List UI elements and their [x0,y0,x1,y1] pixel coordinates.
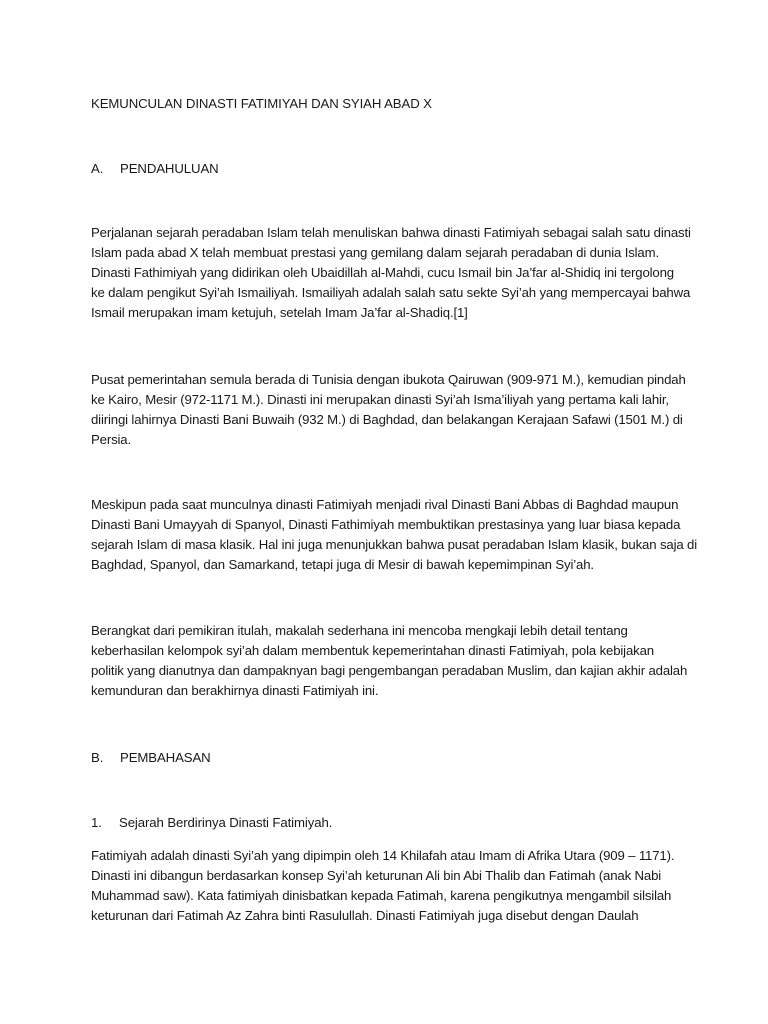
paragraph-line: Dinasti Fathimiyah yang didirikan oleh Ubaidillah al-Mahdi, cucu Ismail bin Ja’far al-Shidiq ini tergolong [91,265,674,280]
paragraph-line: sejarah Islam di masa klasik. Hal ini juga menunjukkan bahwa pusat peradaban Islam klasik, bukan saja di [91,537,698,552]
paragraph-line: kemunduran dan berakhirnya dinasti Fatimiyah ini. [91,683,379,698]
paragraph-line: politik yang dianutnya dan dampaknyan bagi pengembangan peradaban Muslim, dan kajian akhir adalah [91,663,688,678]
paragraph-line: Berangkat dari pemikiran itulah, makalah sederhana ini mencoba mengkaji lebih detail tentang [91,623,628,638]
paragraph-line: Pusat pemerintahan semula berada di Tunisia dengan ibukota Qairuwan (909-971 M.), kemudian pindah [91,372,686,387]
paragraph-intro-2 [91,370,686,450]
paragraph-line: Ismail merupakan imam ketujuh, setelah Imam Ja’far al-Shadiq.[1] [91,305,468,320]
paragraph-line: Perjalanan sejarah peradaban Islam telah menuliskan bahwa dinasti Fatimiyah sebagai salah satu dinasti [91,225,691,240]
paragraph-line: Dinasti Bani Umayyah di Spanyol, Dinasti Fathimiyah membuktikan prestasinya yang luar biasa kepada [91,517,681,532]
subsection-heading-1 [91,813,332,833]
paragraph-line: Persia. [91,432,131,447]
paragraph-line: ke Kairo, Mesir (972-1171 M.). Dinasti ini merupakan dinasti Syi’ah Isma’iliyah yang pertama kali lahir, [91,392,669,407]
section-heading-b [91,748,211,768]
paragraph-intro-1 [91,223,691,323]
paragraph-line: ke dalam pengikut Syi’ah Ismailiyah. Ismailiyah adalah salah satu sekte Syi’ah yang mempercayai bahwa [91,285,691,300]
paragraph-line: Meskipun pada saat munculnya dinasti Fatimiyah menjadi rival Dinasti Bani Abbas di Baghdad maupun [91,497,679,512]
paragraph-line: diiringi lahirnya Dinasti Bani Buwaih (932 M.) di Baghdad, dan belakangan Kerajaan Safawi (1501 M.) di [91,412,683,427]
subsection-number: 1. [91,815,102,830]
paragraph-line: Baghdad, Spanyol, dan Samarkand, tetapi juga di Mesir di bawah kepemimpinan Syi’ah. [91,557,594,572]
document-title: KEMUNCULAN DINASTI FATIMIYAH DAN SYIAH ABAD X [91,96,432,111]
section-title: PENDAHULUAN [120,161,219,176]
section-number: B. [91,750,104,765]
section-heading-a [91,159,219,179]
paragraph-line: keberhasilan kelompok syi’ah dalam membentuk kepemerintahan dinasti Fatimiyah, pola kebijakan [91,643,654,658]
paragraph-line: Fatimiyah adalah dinasti Syi’ah yang dipimpin oleh 14 Khilafah atau Imam di Afrika Utara (909 – 1171). [91,848,675,863]
section-title: PEMBAHASAN [120,750,211,765]
section-number: A. [91,161,104,176]
subsection-title: Sejarah Berdirinya Dinasti Fatimiyah. [119,815,333,830]
paragraph-intro-4 [91,621,688,701]
paragraph-history-1 [91,846,681,926]
paragraph-line: keturunan dari Fatimah Az Zahra binti Rasulullah. Dinasti Fatimiyah juga disebut dengan Daulah [91,908,639,923]
paragraph-line: Dinasti ini dibangun berdasarkan konsep Syi’ah keturunan Ali bin Abi Thalib dan Fatimah (anak Nabi [91,868,662,883]
paragraph-intro-3 [91,495,698,575]
paragraph-line: Islam pada abad X telah membuat prestasi yang gemilang dalam sejarah peradaban di dunia Islam. [91,245,659,260]
paragraph-line: Muhammad saw). Kata fatimiyah dinisbatkan kepada Fatimah, karena pengikutnya mengambil silsilah [91,888,672,903]
